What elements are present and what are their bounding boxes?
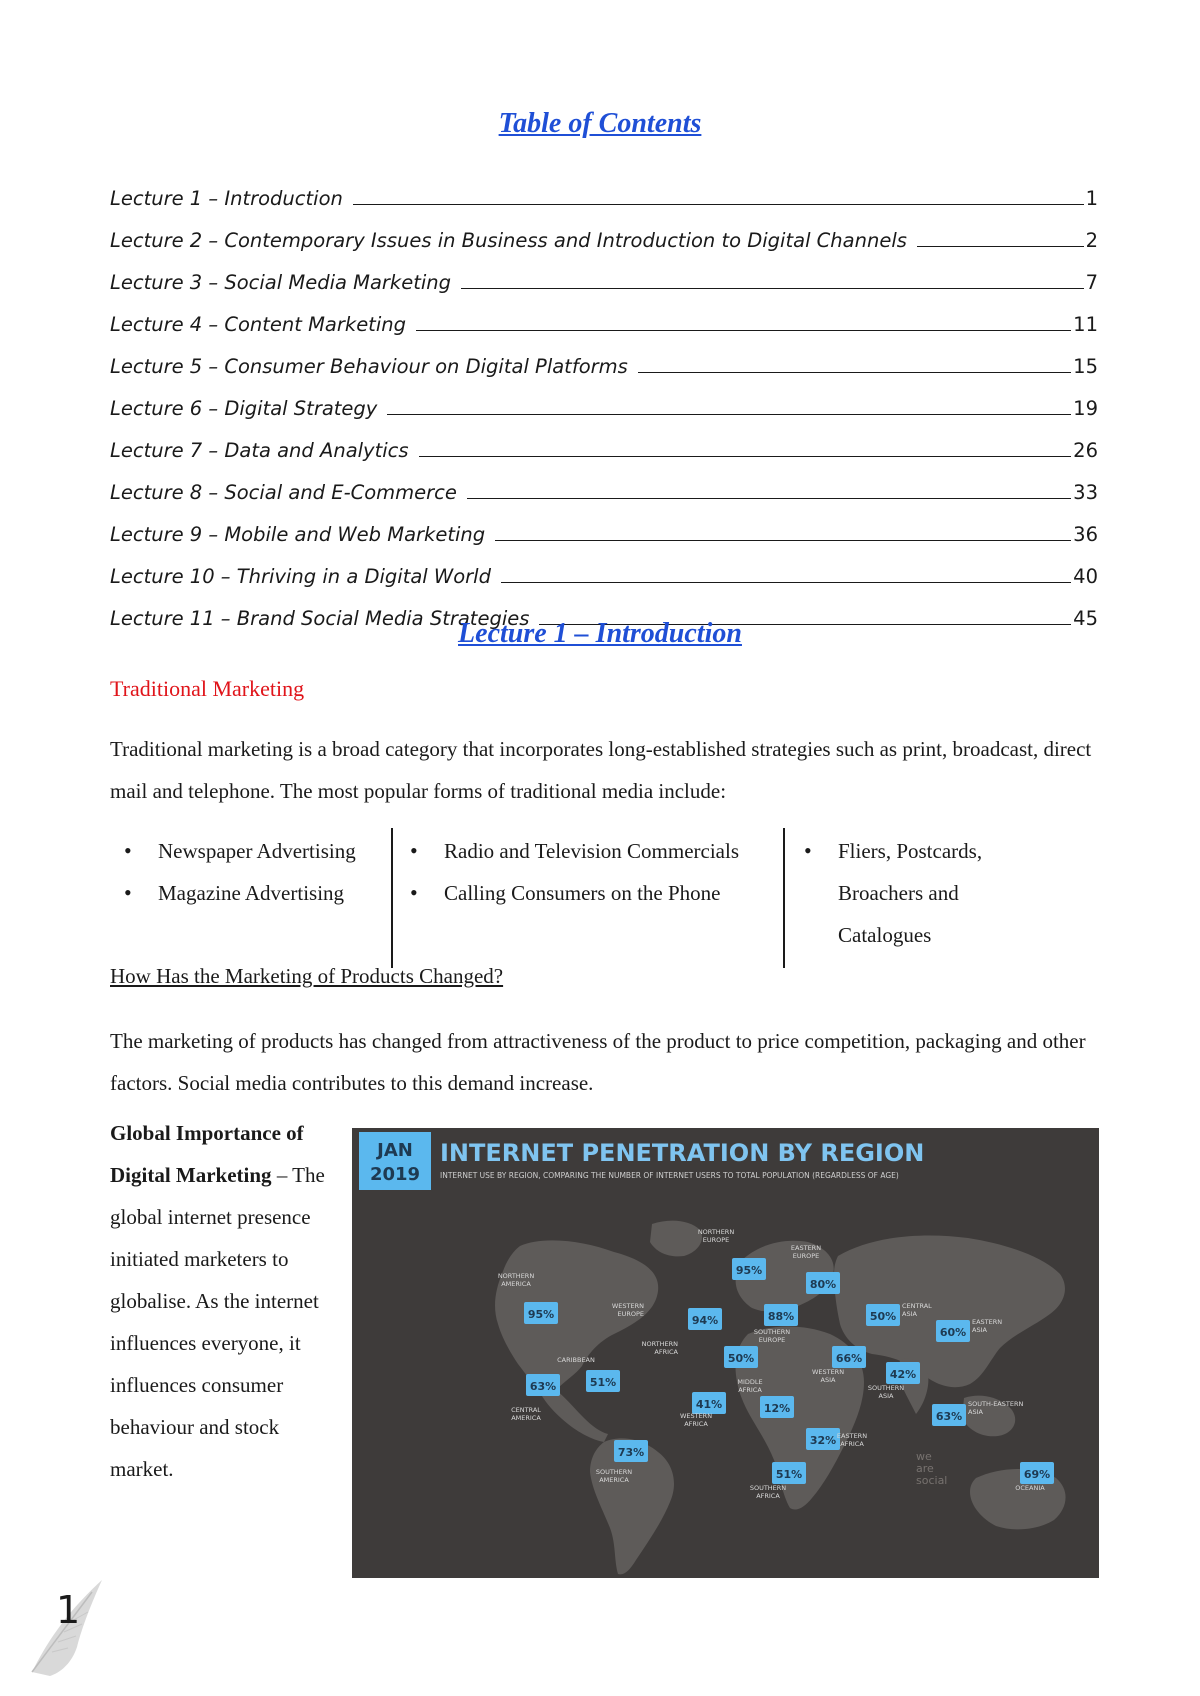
region-value: 51% [589,1376,617,1389]
change-paragraph: The marketing of products has changed from attractiveness of the product to price competition, packaging and other factors. Social media contributes to this demand increase. [110,1029,1086,1095]
region-name: SOUTHERN [595,1468,633,1476]
toc-entry-page: 36 [1073,523,1098,546]
toc-leader-line [501,582,1071,583]
toc-entry[interactable] [110,504,1098,546]
region-badge [806,1428,867,1450]
bullet-item: • Fliers, Postcards, Broachers and Catalogues [790,830,1040,956]
toc-entry-label: Lecture 4 – Content Marketing [110,313,406,336]
region-name: EASTERN [972,1318,1003,1326]
toc-leader-line [917,246,1084,247]
region-name: AFRICA [738,1386,762,1394]
region-value: 66% [835,1352,863,1365]
toc-entry-label: Lecture 5 – Consumer Behaviour on Digital Platforms [110,355,628,378]
region-name: CENTRAL [902,1302,932,1310]
region-value: 51% [775,1468,803,1481]
toc-entry-label: Lecture 11 – Brand Social Media Strategies [110,607,530,630]
toc-entry-page: 7 [1085,271,1098,294]
section-heading: Traditional Marketing [110,676,305,701]
toc-leader-line [495,540,1071,541]
toc-entry-label: Lecture 2 – Contemporary Issues in Business and Introduction to Digital Channels [110,229,907,252]
toc-entry[interactable] [110,294,1098,336]
bullet-item: • Magazine Advertising [110,872,390,914]
watermark-line: social [916,1474,948,1487]
lecture-title: Lecture 1 – Introduction [458,618,742,649]
page-number: 1 [56,1588,81,1632]
region-value: 60% [939,1326,967,1339]
region-name: ASIA [968,1408,983,1416]
region-name: WESTERN [811,1368,845,1376]
watermark-line: are [916,1462,934,1475]
region-name: EASTERN [836,1432,868,1440]
toc-entry[interactable] [110,420,1098,462]
toc-entry[interactable] [110,546,1098,588]
toc-entry-page: 2 [1085,229,1098,252]
region-name: ASIA [878,1392,894,1400]
region-value: 63% [935,1410,963,1423]
region-name: CARIBBEAN [557,1356,595,1364]
infographic-title: INTERNET PENETRATION BY REGION [440,1139,925,1167]
region-name: NORTHERN [497,1272,535,1280]
global-importance-paragraph [110,1112,332,1490]
region-name: SOUTHERN [753,1328,791,1336]
region-name: WESTERN [611,1302,644,1310]
region-name: EUROPE [617,1310,644,1318]
toc-entry-page: 11 [1073,313,1098,336]
region-name: AMERICA [599,1476,629,1484]
toc-entry[interactable] [110,168,1098,210]
region-name: ASIA [902,1310,917,1318]
toc-entry-page: 15 [1073,355,1098,378]
region-name: ASIA [820,1376,836,1384]
toc-entry-page: 40 [1073,565,1098,588]
region-name: ASIA [972,1326,987,1334]
region-value: 63% [529,1380,557,1393]
toc-entry-page: 1 [1085,187,1098,210]
toc-entry-page: 33 [1073,481,1098,504]
global-importance-heading: Global Importance of Digital Marketing [110,1121,304,1187]
toc-leader-line [467,498,1071,499]
region-name: AMERICA [501,1280,531,1288]
region-value: 50% [727,1352,755,1365]
region-name: AMERICA [511,1414,541,1422]
region-value: 88% [767,1310,795,1323]
toc-entry-page: 26 [1073,439,1098,462]
region-name: WESTERN [679,1412,713,1420]
toc-leader-line [416,330,1071,331]
toc-leader-line [353,204,1084,205]
region-value: 32% [809,1434,837,1447]
bullet-item: • Newspaper Advertising [110,830,390,872]
toc-entry-label: Lecture 1 – Introduction [110,187,343,210]
toc-entry[interactable] [110,462,1098,504]
toc-leader-line [419,456,1072,457]
region-name: AFRICA [840,1440,864,1448]
toc-entry-label: Lecture 3 – Social Media Marketing [110,271,452,294]
bullet-column-1 [110,830,390,914]
region-name: EUROPE [792,1252,820,1260]
toc-entry-label: Lecture 10 – Thriving in a Digital World [110,565,491,588]
toc-leader-line [461,288,1084,289]
column-divider [391,828,393,968]
region-value: 94% [691,1314,719,1327]
region-name: CENTRAL [511,1406,541,1414]
region-name: SOUTHERN [867,1384,905,1392]
toc-leader-line [387,414,1071,415]
date-year: 2019 [369,1164,421,1185]
region-value: 41% [695,1398,723,1411]
region-value: 50% [869,1310,897,1323]
region-value: 95% [527,1308,555,1321]
region-name: SOUTH-EASTERN [968,1400,1024,1408]
date-month: JAN [377,1140,413,1161]
global-importance-text: – The global internet presence initiated marketers to globalise. As the internet influences everyone, it influences consumer behaviour and stock market. [110,1163,325,1481]
subheading: How Has the Marketing of Products Changed? [110,964,504,988]
region-name: MIDDLE [737,1378,763,1386]
region-name: NORTHERN [697,1228,735,1236]
region-name: AFRICA [654,1348,678,1356]
toc-list [110,168,1098,630]
region-value: 42% [889,1368,917,1381]
column-divider [783,828,785,968]
toc-leader-line [638,372,1071,373]
region-name: AFRICA [756,1492,780,1500]
toc-title: Table of Contents [498,108,702,139]
bullet-item: • Radio and Television Commercials [396,830,786,872]
region-value: 80% [809,1278,837,1291]
region-name: AFRICA [684,1420,708,1428]
toc-entry-label: Lecture 7 – Data and Analytics [110,439,409,462]
region-value: 73% [617,1446,645,1459]
toc-entry[interactable] [110,252,1098,294]
region-value: 69% [1023,1468,1051,1481]
region-name: NORTHERN [641,1340,678,1348]
toc-entry-page: 19 [1073,397,1098,420]
region-name: OCEANIA [1015,1484,1045,1492]
bullet-item: • Calling Consumers on the Phone [396,872,786,914]
region-name: SOUTHERN [749,1484,787,1492]
region-name: EASTERN [790,1244,822,1252]
toc-entry-label: Lecture 6 – Digital Strategy [110,397,378,420]
toc-entry[interactable] [110,210,1098,252]
toc-entry-label: Lecture 9 – Mobile and Web Marketing [110,523,486,546]
toc-entry-label: Lecture 8 – Social and E-Commerce [110,481,457,504]
region-value: 95% [735,1264,763,1277]
internet-penetration-infographic [352,1128,1099,1578]
bullet-column-2 [396,830,786,914]
region-name: EUROPE [758,1336,786,1344]
toc-entry[interactable] [110,336,1098,378]
intro-paragraph: Traditional marketing is a broad category that incorporates long-established strategies such as print, broadcast, direct mail and telephone. The most popular forms of traditional media include: [110,737,1092,803]
toc-entry[interactable] [110,378,1098,420]
infographic-subtitle: INTERNET USE BY REGION, COMPARING THE NUMBER OF INTERNET USERS TO TOTAL POPULATION (REGARDLESS OF AGE) [440,1171,899,1180]
infographic-map [352,1128,1099,1578]
bullet-column-3 [790,830,1040,956]
toc-entry-page: 45 [1073,607,1098,630]
region-name: EUROPE [702,1236,730,1244]
region-value: 12% [763,1402,791,1415]
watermark-line: we [916,1450,932,1463]
